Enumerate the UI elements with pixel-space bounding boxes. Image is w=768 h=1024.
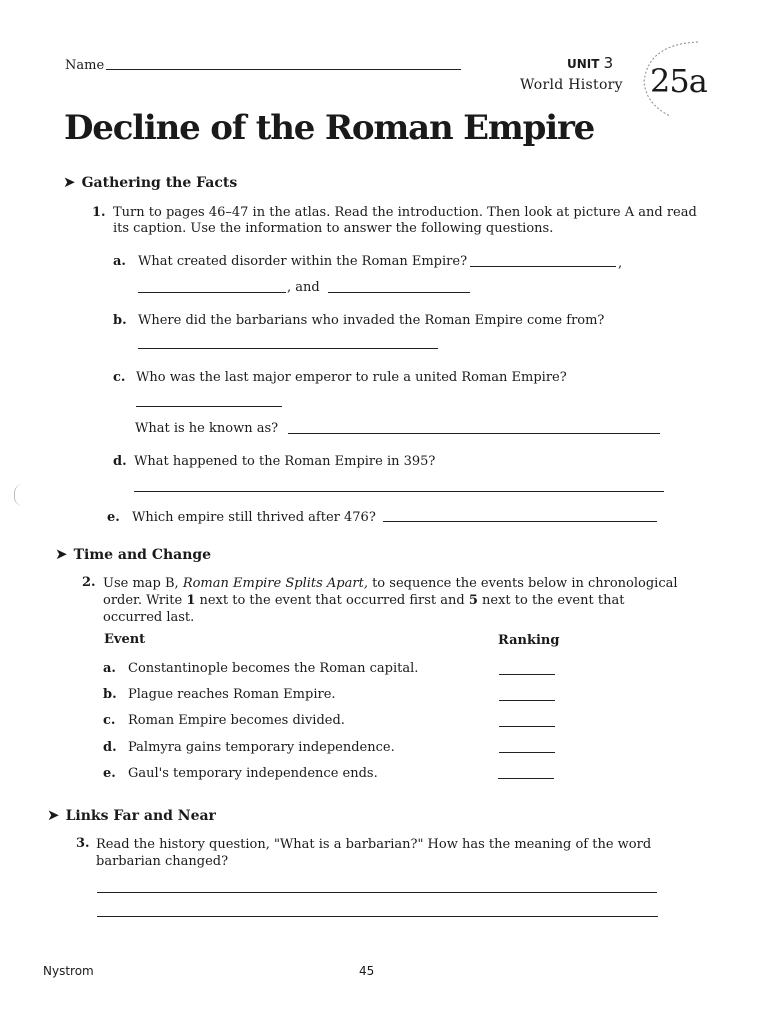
scan-mark [14,484,23,506]
arrow-icon: ➤ [63,173,76,191]
event-b-letter: b. [103,687,117,702]
event-d-text: Palmyra gains temporary independence. [128,740,395,755]
question-3-text: Read the history question, "What is a barbarian?" How has the meaning of the word barbarian changed? [96,837,652,869]
answer-line-3-1[interactable] [97,892,657,893]
question-1c-letter: c. [113,370,126,385]
publisher-label: Nystrom [43,964,94,978]
answer-line-1c-1[interactable] [136,406,282,407]
question-1e-letter: e. [107,510,120,525]
question-1b-letter: b. [113,313,127,328]
event-a-text: Constantinople becomes the Roman capital. [128,661,419,676]
question-1a-letter: a. [113,254,126,269]
question-1-number: 1. [92,205,106,220]
ranking-line-c[interactable] [499,726,555,727]
ranking-line-d[interactable] [499,752,555,753]
question-1b-text: Where did the barbarians who invaded the Roman Empire come from? [138,313,605,328]
question-1-text: Turn to pages 46–47 in the atlas. Read the introduction. Then look at picture A and read its caption. Use the information to answer the following questions. [113,205,697,236]
question-3-number: 3. [76,836,90,851]
event-b-text: Plague reaches Roman Empire. [128,687,336,702]
name-label: Name [65,58,105,73]
answer-line-1d[interactable] [134,491,664,492]
event-c-letter: c. [103,713,116,728]
question-1c-text: Who was the last major emperor to rule a united Roman Empire? [136,370,567,385]
answer-line-1b[interactable] [138,348,438,349]
ranking-line-b[interactable] [499,700,555,701]
section-heading-links: ➤ Links Far and Near [47,806,216,824]
event-e-text: Gaul's temporary independence ends. [128,766,378,781]
answer-line-1c-2[interactable] [288,433,660,434]
name-answer-line[interactable] [106,69,461,70]
question-1a-text: What created disorder within the Roman Empire? [138,254,468,269]
page-number: 45 [359,964,375,978]
event-c-text: Roman Empire becomes divided. [128,713,345,728]
unit-label: UNIT 3 [567,54,614,72]
event-e-letter: e. [103,766,116,781]
question-1c-followup: What is he known as? [135,421,279,436]
question-1e-text: Which empire still thrived after 476? [132,510,376,525]
question-1d-letter: d. [113,454,127,469]
unit-number: 3 [603,54,614,72]
comma: , [618,256,623,271]
and-text: , and [287,280,320,295]
answer-line-1a-2[interactable] [138,292,286,293]
column-header-ranking: Ranking [498,633,560,648]
subject-label: World History [520,77,623,93]
event-d-letter: d. [103,740,117,755]
ranking-line-a[interactable] [499,674,555,675]
answer-line-3-2[interactable] [97,916,658,917]
question-1d-text: What happened to the Roman Empire in 395? [134,454,436,469]
arrow-icon: ➤ [55,545,68,563]
section-heading-gathering: ➤ Gathering the Facts [63,173,238,191]
answer-line-1a-3[interactable] [328,292,470,293]
question-2-number: 2. [82,575,96,590]
arrow-icon: ➤ [47,806,60,824]
ranking-line-e[interactable] [498,778,554,779]
worksheet-number: 25a [650,62,707,100]
page-title: Decline of the Roman Empire [64,108,595,148]
answer-line-1a-1[interactable] [470,266,616,267]
answer-line-1e[interactable] [383,521,657,522]
section-heading-time-change: ➤ Time and Change [55,545,212,563]
question-2-text: Use map B, Roman Empire Splits Apart, to sequence the events below in chronological order. Write 1 next to the event that occurred first and 5 next to the event that occurred last. [103,576,678,625]
column-header-event: Event [104,632,146,647]
event-a-letter: a. [103,661,116,676]
